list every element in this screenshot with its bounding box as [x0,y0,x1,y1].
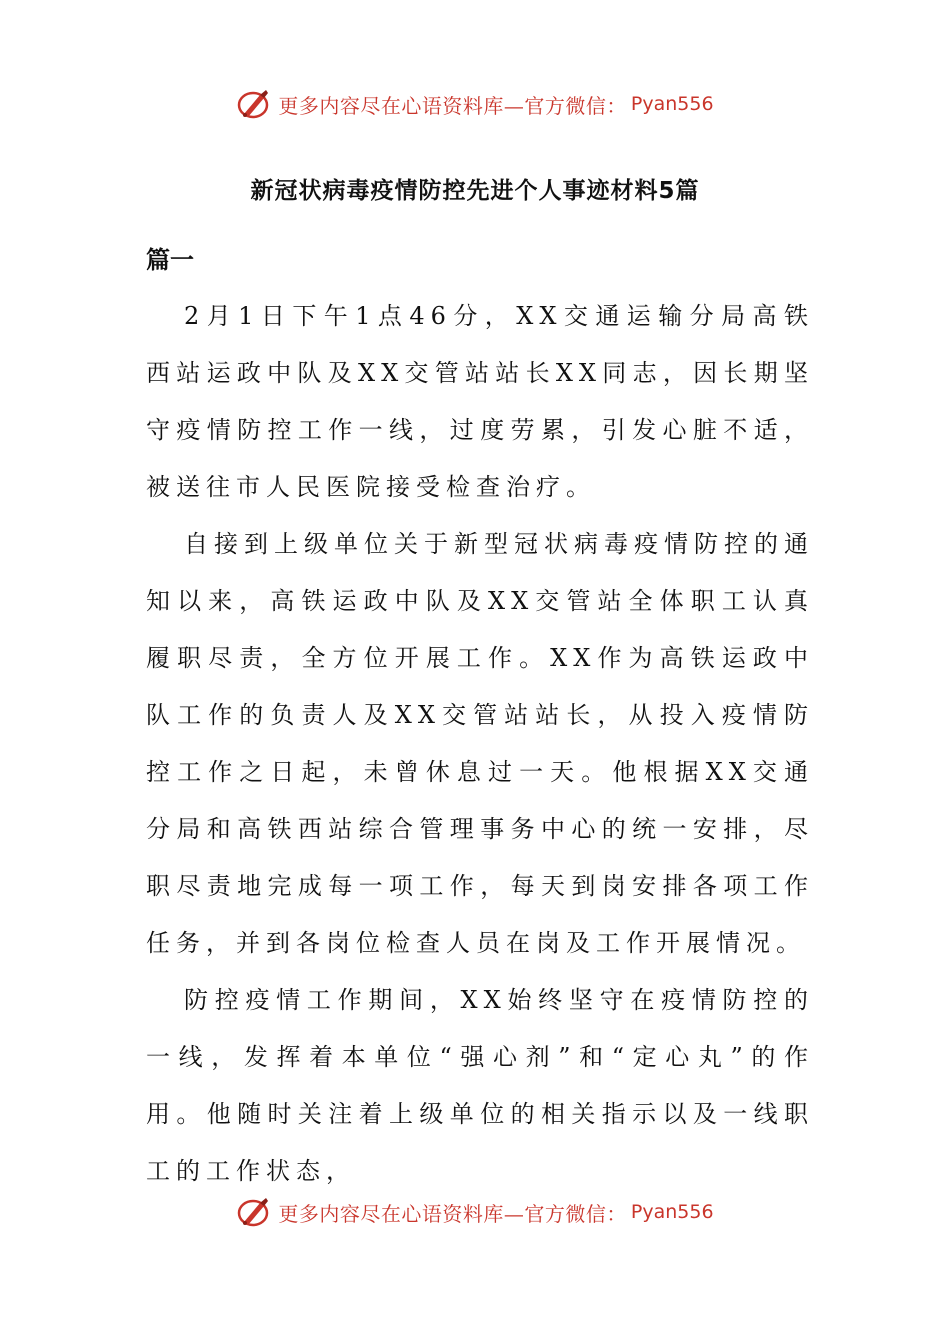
watermark-banner-bottom [0,1192,950,1232]
section-heading: 篇一 [146,246,194,274]
paragraph-3: 防控疫情工作期间，XX始终坚守在疫情防控的一线，发挥着本单位“强心剂”和“定心丸”的作用。他随时关注着上级单位的相关指示以及一线职工的工作状态， [146,986,814,1185]
pen-logo-icon [236,1194,272,1230]
paragraph-2: 自接到上级单位关于新型冠状病毒疫情防控的通知以来，高铁运政中队及XX交管站全体职工认真履职尽责，全方位开展工作。XX作为高铁运政中队工作的负责人及XX交管站站长，从投入疫情防控工作之日起，未曾休息过一天。他根据XX交通分局和高铁西站综合管理事务中心的统一安排，尽职尽责地完成每一项工作，每天到岗安排各项工作任务，并到各岗位检查人员在岗及工作开展情况。 [146,530,814,957]
watermark-banner-top [0,84,950,124]
paragraph-1: 2月1日下午1点46分，XX交通运输分局高铁西站运政中队及XX交管站站长XX同志，因长期坚守疫情防控工作一线，过度劳累，引发心脏不适，被送往市人民医院接受检查治疗。 [146,302,814,501]
pen-logo-icon [236,86,272,122]
watermark-contact: Pyan556 [630,93,714,115]
document-title: 新冠状病毒疫情防控先进个人事迹材料5篇 [250,178,700,204]
watermark-text: 更多内容尽在心语资料库—官方微信： [278,1201,627,1226]
document-body [146,288,814,1200]
watermark-contact: Pyan556 [630,1201,714,1223]
watermark-text: 更多内容尽在心语资料库—官方微信： [278,93,627,118]
